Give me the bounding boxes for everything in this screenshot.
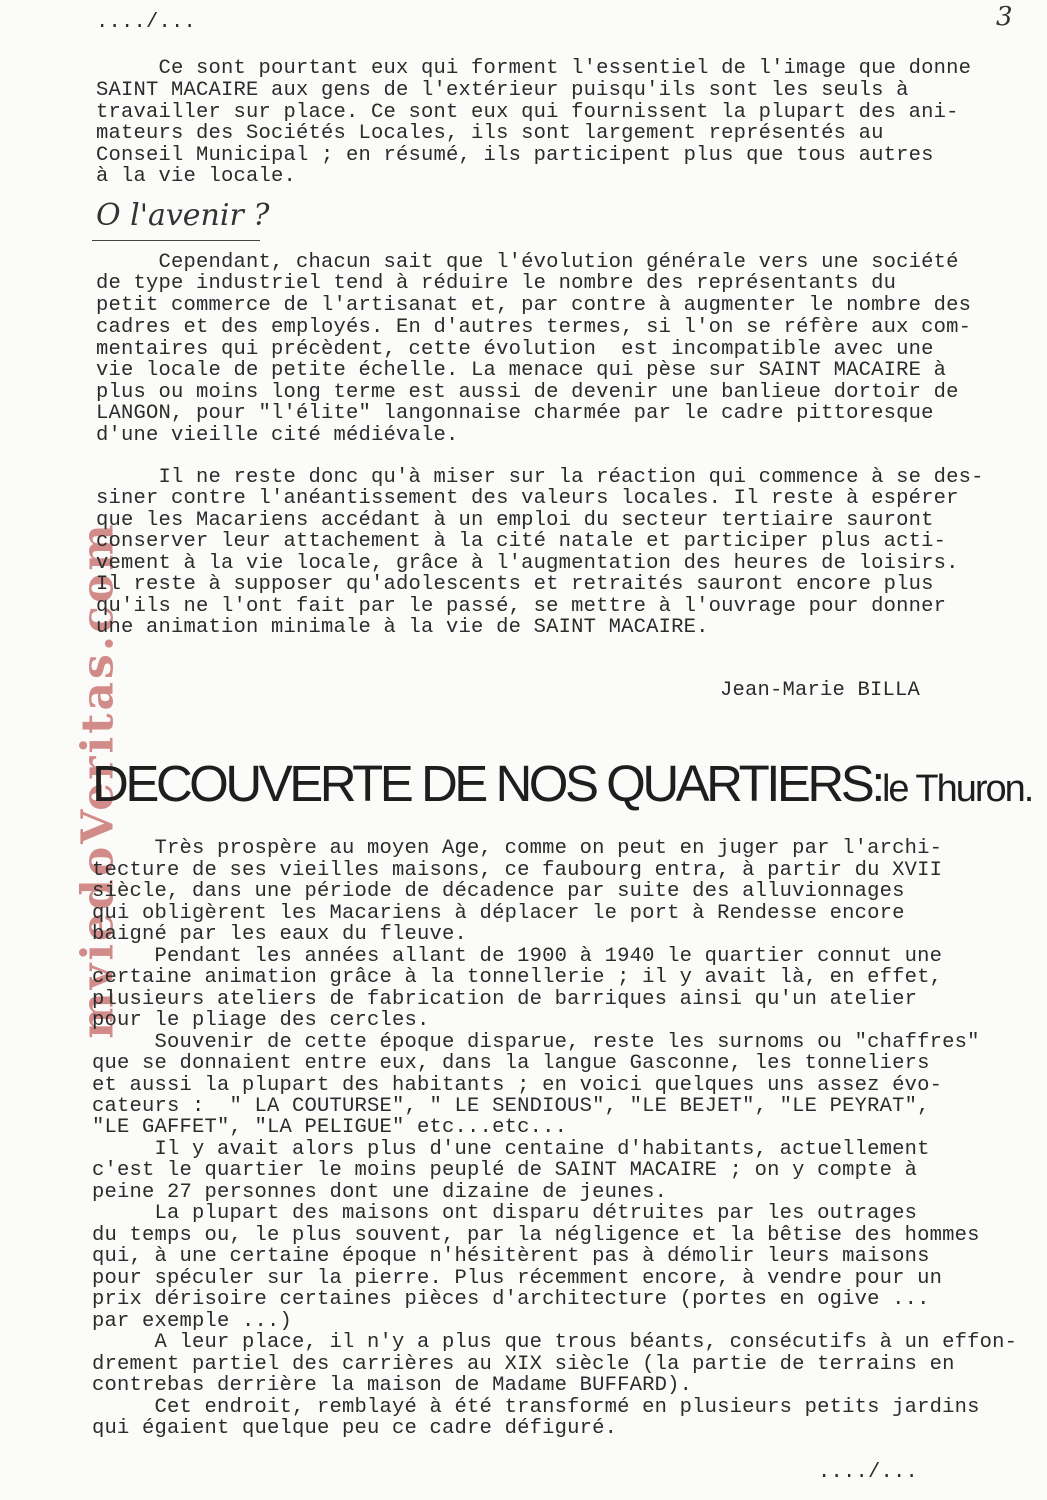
text-line: cateurs : " LA COUTURSE", " LE SENDIOUS", "LE BEJET", "LE PEYRAT", bbox=[92, 1095, 930, 1118]
text-line: peine 27 personnes dont une dizaine de jeunes. bbox=[92, 1181, 668, 1204]
text-line: baigné par les eaux du fleuve. bbox=[92, 923, 468, 946]
text-line: siner contre l'anéantissement des valeurs locales. Il reste à espérer bbox=[96, 487, 959, 510]
section-title-sub: le Thuron. bbox=[881, 768, 1033, 810]
text-line: qui, à une certaine époque n'hésitèrent pas à démolir leurs maisons bbox=[92, 1245, 930, 1268]
text-line: siècle, dans une période de décadence par suite des alluvionnages bbox=[92, 880, 905, 903]
top-continuation-marker: ..../... bbox=[96, 11, 197, 34]
watermark-text: mviedoVeritas.com bbox=[72, 521, 124, 1039]
text-line: Conseil Municipal ; en résumé, ils participent plus que tous autres bbox=[96, 144, 934, 167]
text-line: de type industriel tend à réduire le nombre des représentants du bbox=[96, 272, 897, 295]
heading-underline bbox=[92, 240, 260, 241]
text-line: mateurs des Sociétés Locales, ils sont largement représentés au bbox=[96, 122, 884, 145]
text-line: "LE GAFFET", "LA PELIGUE" etc...etc... bbox=[92, 1116, 568, 1139]
text-line: petit commerce de l'artisanat et, par contre à augmenter le nombre des bbox=[96, 294, 972, 317]
text-line: Très prospère au moyen Age, comme on peut en juger par l'archi- bbox=[92, 837, 943, 860]
text-line: contrebas derrière la maison de Madame BUFFARD). bbox=[92, 1374, 693, 1397]
text-line: que se donnaient entre eux, dans la langue Gasconne, les tonneliers bbox=[92, 1052, 930, 1075]
text-line: plusieurs ateliers de fabrication de barriques ainsi qu'un atelier bbox=[92, 988, 918, 1011]
text-line: qui égaient quelque peu ce cadre défiguré. bbox=[92, 1417, 618, 1440]
text-line: Il reste à supposer qu'adolescents et retraités sauront encore plus bbox=[96, 573, 934, 596]
text-line: Il ne reste donc qu'à miser sur la réaction qui commence à se des- bbox=[96, 466, 984, 489]
text-line: qui obligèrent les Macariens à déplacer le port à Rendesse encore bbox=[92, 902, 905, 925]
text-line: tecture de ses vieilles maisons, ce faubourg entra, à partir du XVII bbox=[92, 859, 943, 882]
text-line: Souvenir de cette époque disparue, reste les surnoms ou "chaffres" bbox=[92, 1031, 980, 1054]
text-line: que les Macariens accédant à un emploi du secteur tertiaire sauront bbox=[96, 509, 934, 532]
text-line: et aussi la plupart des habitants ; en voici quelques uns assez évo- bbox=[92, 1074, 943, 1097]
text-line: qu'ils ne l'ont fait par le passé, se mettre à l'ouvrage pour donner bbox=[96, 595, 947, 618]
text-line: d'une vieille cité médiévale. bbox=[96, 424, 459, 447]
text-line: mentaires qui précèdent, cette évolution est incompatible avec une bbox=[96, 338, 934, 361]
section-title bbox=[92, 752, 1033, 821]
text-line: Cependant, chacun sait que l'évolution générale vers une société bbox=[96, 251, 959, 274]
section-title-main: DECOUVERTE DE NOS QUARTIERS: bbox=[92, 755, 882, 812]
text-line: conserver leur attachement à la cité natale et participer plus acti- bbox=[96, 530, 947, 553]
text-line: par exemple ...) bbox=[92, 1310, 293, 1333]
text-line: Cet endroit, remblayé à été transformé en plusieurs petits jardins bbox=[92, 1396, 980, 1419]
text-line: cadres et des employés. En d'autres termes, si l'on se réfère aux com- bbox=[96, 316, 972, 339]
text-line: pour spéculer sur la pierre. Plus récemment encore, à vendre pour un bbox=[92, 1267, 943, 1290]
text-line: travailler sur place. Ce sont eux qui fournissent la plupart des ani- bbox=[96, 101, 959, 124]
text-line: Ce sont pourtant eux qui forment l'essentiel de l'image que donne bbox=[96, 57, 972, 80]
text-line: du temps ou, le plus souvent, par la négligence et la bêtise des hommes bbox=[92, 1224, 980, 1247]
text-line: drement partiel des carrières au XIX siècle (la partie de terrains en bbox=[92, 1353, 955, 1376]
text-line: A leur place, il n'y a plus que trous béants, consécutifs à un effon- bbox=[92, 1331, 1018, 1354]
text-line: Il y avait alors plus d'une centaine d'habitants, actuellement bbox=[92, 1138, 930, 1161]
text-line: à la vie locale. bbox=[96, 165, 297, 188]
text-line: LANGON, pour "l'élite" langonnaise charmée par le cadre pittoresque bbox=[96, 402, 934, 425]
text-line: pour le pliage des cercles. bbox=[92, 1009, 430, 1032]
text-line: SAINT MACAIRE aux gens de l'extérieur puisqu'ils sont les seuls à bbox=[96, 79, 909, 102]
text-line: une animation minimale à la vie de SAINT MACAIRE. bbox=[96, 616, 709, 639]
text-line: prix dérisoire certaines pièces d'architecture (portes en ogive ... bbox=[92, 1288, 930, 1311]
text-line: Pendant les années allant de 1900 à 1940 le quartier connut une bbox=[92, 945, 943, 968]
author-signature: Jean-Marie BILLA bbox=[720, 679, 921, 702]
text-line: vement à la vie locale, grâce à l'augmentation des heures de loisirs. bbox=[96, 552, 959, 575]
text-line: La plupart des maisons ont disparu détruites par les outrages bbox=[92, 1202, 918, 1225]
text-line: plus ou moins long terme est aussi de devenir une banlieue dortoir de bbox=[96, 381, 959, 404]
text-line: certaine animation grâce à la tonnellerie ; il y avait là, en effet, bbox=[92, 966, 943, 989]
text-line: vie locale de petite échelle. La menace qui pèse sur SAINT MACAIRE à bbox=[96, 359, 947, 382]
bottom-continuation-marker: ..../... bbox=[818, 1461, 919, 1484]
text-line: c'est le quartier le moins peuplé de SAINT MACAIRE ; on y compte à bbox=[92, 1159, 918, 1182]
page-number: 3 bbox=[996, 2, 1013, 32]
handwritten-heading: O l'avenir ? bbox=[96, 198, 270, 233]
